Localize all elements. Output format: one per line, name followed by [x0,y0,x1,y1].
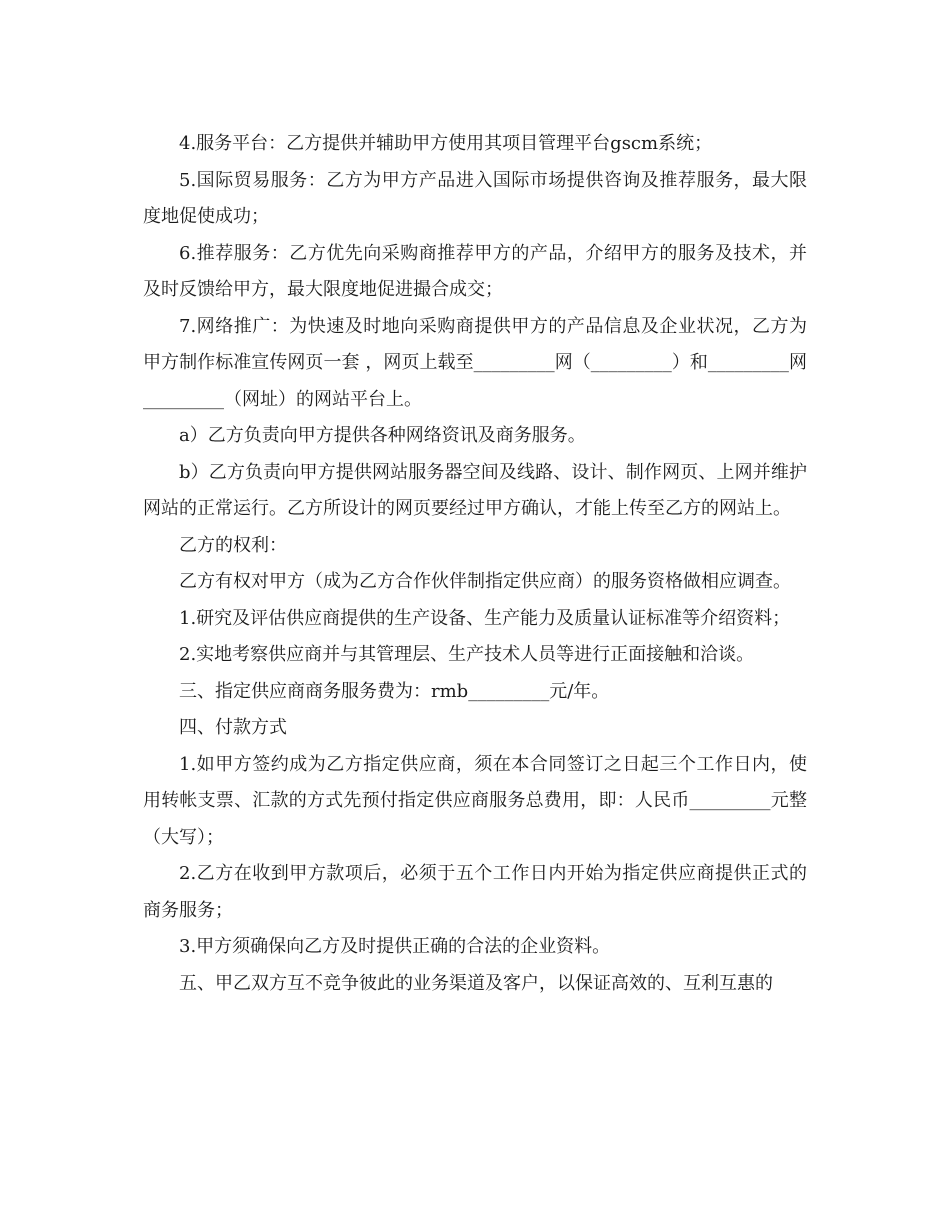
clause-company-info: 3.甲方须确保向乙方及时提供正确的合法的企业资料。 [179,936,611,957]
section-payment-method: 四、付款方式 [179,717,287,738]
section-non-compete: 五、甲乙双方互不竞争彼此的业务渠道及客户，以保证高效的、互利互惠的 [179,972,773,994]
contract-body [143,126,807,1002]
clause-item-a: a）乙方负责向甲方提供各种网络资讯及商务服务。 [179,425,586,446]
clause-network-promotion: 7.网络推广：为快速及时地向采购商提供甲方的产品信息及企业状况，乙方为甲方制作标准宣传网页一套 ，网页上载至_________网（_________）和_________网_________（网址）的网站平台上。 [143,315,807,410]
section-service-fee: 三、指定供应商商务服务费为：rmb_________元/年。 [179,680,610,702]
clause-recommendation: 6.推荐服务：乙方优先向采购商推荐甲方的产品，介绍甲方的服务及技术，并及时反馈给甲方，最大限度地促进撮合成交； [143,242,807,300]
clause-investigation-right: 乙方有权对甲方（成为乙方合作伙伴制指定供应商）的服务资格做相应调查。 [179,571,791,592]
section-party-b-rights: 乙方的权利： [179,534,287,556]
clause-evaluate-supplier: 1.研究及评估供应商提供的生产设备、生产能力及质量认证标准等介绍资料； [179,607,791,629]
clause-service-platform: 4.服务平台：乙方提供并辅助甲方使用其项目管理平台gscm系统； [179,133,713,154]
clause-item-b: b）乙方负责向甲方提供网站服务器空间及线路、设计、制作网页、上网并维护网站的正常运行。乙方所设计的网页要经过甲方确认，才能上传至乙方的网站上。 [143,461,807,519]
clause-international-trade: 5.国际贸易服务：乙方为甲方产品进入国际市场提供咨询及推荐服务，最大限度地促使成功； [143,169,807,227]
clause-site-inspection: 2.实地考察供应商并与其管理层、生产技术人员等进行正面接触和洽谈。 [179,644,755,665]
clause-service-start: 2.乙方在收到甲方款项后，必须于五个工作日内开始为指定供应商提供正式的商务服务； [143,863,807,921]
clause-prepayment: 1.如甲方签约成为乙方指定供应商，须在本合同签订之日起三个工作日内，使用转帐支票、汇款的方式先预付指定供应商服务总费用，即：人民币_________元整（大写）； [143,753,807,848]
